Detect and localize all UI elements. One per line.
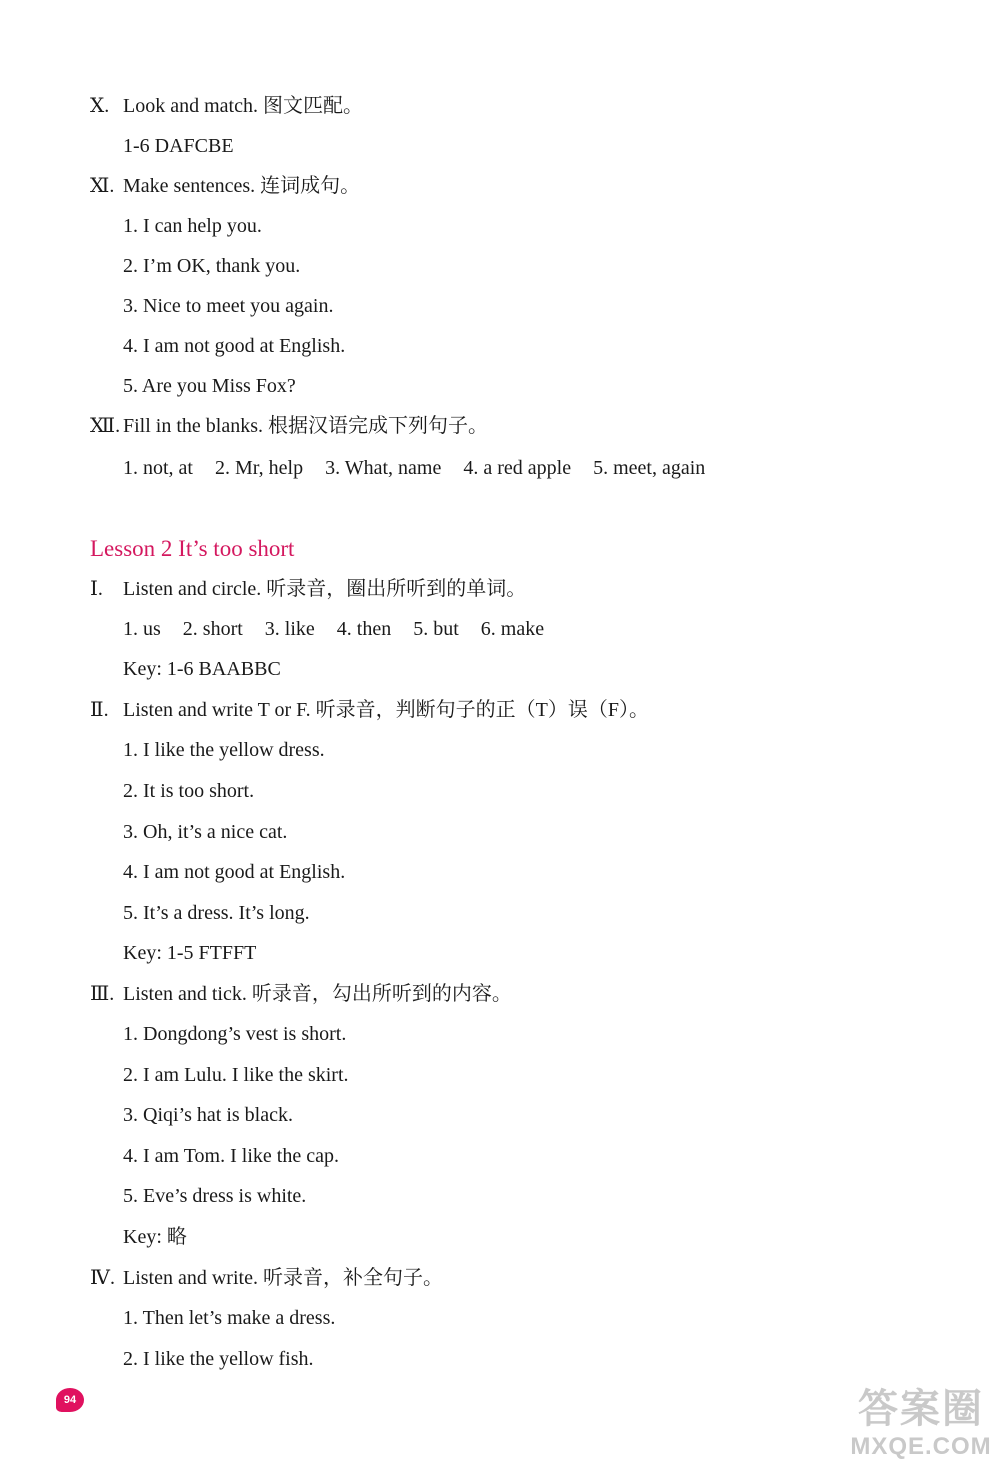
section-title: Listen and circle. 听录音，圈出所听到的单词。: [123, 578, 527, 600]
word: 1. us: [123, 618, 161, 640]
section-xii-heading: [90, 414, 488, 438]
list-item: 1. Then let’s make a dress.: [123, 1307, 336, 1329]
section-i-heading: [90, 577, 526, 601]
list-item: 4. I am Tom. I like the cap.: [123, 1145, 339, 1167]
list-item: 3. Nice to meet you again.: [123, 295, 334, 317]
section-number: Ⅳ.: [90, 1267, 115, 1289]
lesson-title: Lesson 2 It’s too short: [90, 536, 295, 561]
page-number-badge: 94: [56, 1388, 84, 1412]
section-title: Listen and write. 听录音，补全句子。: [123, 1267, 443, 1289]
section-title: Fill in the blanks. 根据汉语完成下列句子。: [123, 415, 488, 437]
watermark-logo: [846, 1385, 996, 1471]
word: 2. short: [182, 618, 243, 640]
word-row: [123, 617, 544, 641]
word: 4. then: [336, 618, 392, 640]
list-item: 4. I am not good at English.: [123, 861, 346, 883]
answer-key: Key: 1-6 BAABBC: [123, 658, 281, 680]
word: 3. like: [264, 618, 315, 640]
section-number: Ⅻ.: [90, 415, 121, 437]
section-number: Ⅰ.: [90, 578, 103, 600]
word: 5. but: [413, 618, 459, 640]
list-item: 1. Dongdong’s vest is short.: [123, 1023, 347, 1045]
answer-key: Key: 1-5 FTFFT: [123, 942, 257, 964]
section-ii-heading: [90, 698, 649, 722]
section-number: Ⅺ.: [90, 175, 115, 197]
answer: 2. Mr, help: [215, 457, 304, 479]
answer-line: 1-6 DAFCBE: [123, 135, 234, 157]
answer-key: Key: 略: [123, 1226, 187, 1248]
section-title: Look and match. 图文匹配。: [123, 95, 363, 117]
word: 6. make: [480, 618, 545, 640]
answer-row: [123, 456, 705, 480]
answer: 4. a red apple: [463, 457, 572, 479]
list-item: 4. I am not good at English.: [123, 335, 346, 357]
section-xi-heading: [90, 174, 360, 198]
answer: 1. not, at: [123, 457, 193, 479]
section-title: Make sentences. 连词成句。: [123, 175, 361, 197]
list-item: 5. It’s a dress. It’s long.: [123, 902, 310, 924]
section-iii-heading: [90, 982, 512, 1006]
section-x-heading: [90, 94, 363, 118]
list-item: 2. It is too short.: [123, 780, 255, 802]
list-item: 1. I can help you.: [123, 215, 262, 237]
list-item: 5. Are you Miss Fox?: [123, 375, 296, 397]
list-item: 5. Eve’s dress is white.: [123, 1185, 307, 1207]
list-item: 3. Oh, it’s a nice cat.: [123, 821, 288, 843]
section-title: Listen and write T or F. 听录音，判断句子的正（T）误（F）。: [123, 699, 649, 721]
section-iv-heading: [90, 1266, 443, 1290]
section-number: Ⅹ.: [90, 95, 110, 117]
answer: 3. What, name: [325, 457, 442, 479]
section-number: Ⅱ.: [90, 699, 109, 721]
list-item: 3. Qiqi’s hat is black.: [123, 1104, 293, 1126]
watermark-url: MXQE.COM: [850, 1433, 992, 1460]
watermark-logo-text: 答案圈: [858, 1386, 984, 1432]
answer: 5. meet, again: [593, 457, 706, 479]
list-item: 2. I am Lulu. I like the skirt.: [123, 1064, 349, 1086]
list-item: 1. I like the yellow dress.: [123, 739, 325, 761]
list-item: 2. I like the yellow fish.: [123, 1348, 314, 1370]
section-number: Ⅲ.: [90, 983, 115, 1005]
section-title: Listen and tick. 听录音，勾出所听到的内容。: [123, 983, 512, 1005]
list-item: 2. I’m OK, thank you.: [123, 255, 301, 277]
